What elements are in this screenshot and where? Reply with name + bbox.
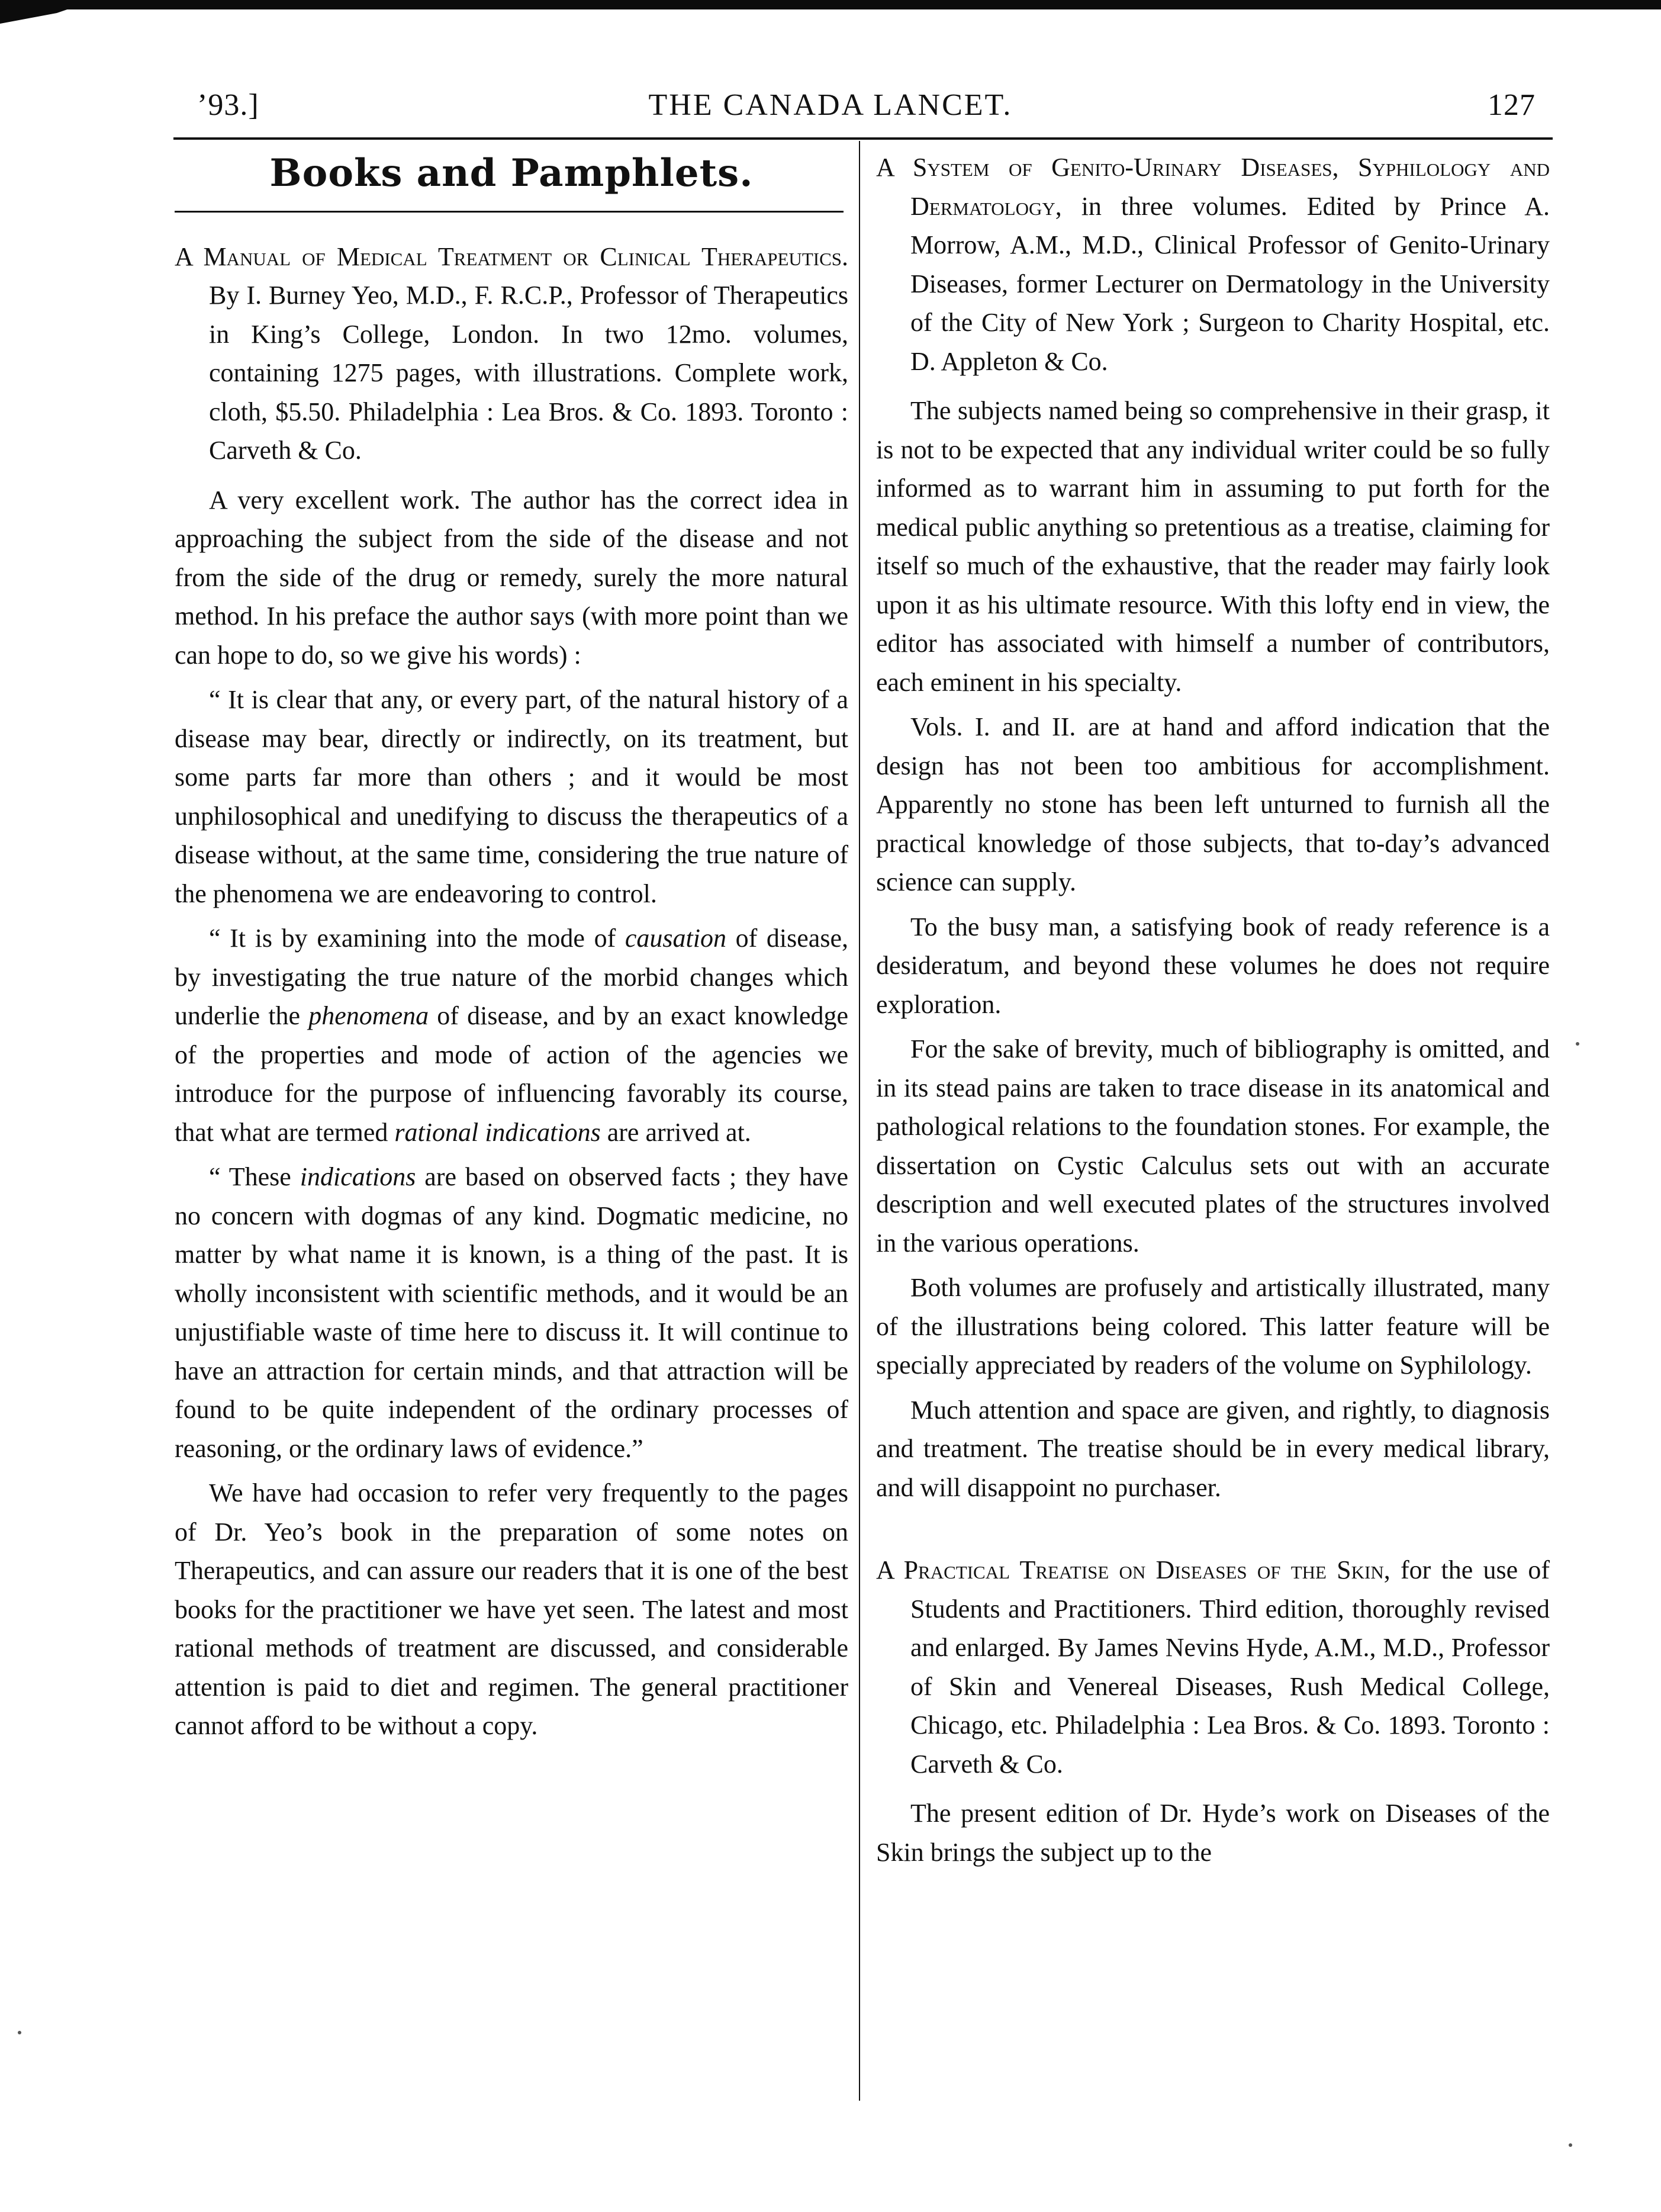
text-run: of disease, by investigating the true nature of the morbid changes which underlie the [175,924,848,1030]
quote-paragraph: “ It is clear that any, or every part, of the natural history of a disease may bear, directly or indirectly, on its treatment, but some parts far more than others ; and it would be most unphilosophical and unedifying to discuss the therapeutics of a disease without, at the same time, considering the true nature of the phenomena we are endeavoring to control. [175,685,848,908]
book-entry-heading [876,1551,1550,1783]
running-head-year: ’93.] [197,88,259,122]
text-run: are arrived at. [600,1117,751,1147]
page-number: 127 [1488,88,1536,122]
scan-top-border [0,0,1661,9]
entry-spacer [876,1513,1550,1551]
text-run: of disease, and by an exact knowledge of the properties and mode of action of the agencies we introduce for the purpose of influencing favorably its course, that what are termed [175,1001,849,1147]
review-paragraph: Both volumes are profusely and artistically illustrated, many of the illustrations being colored. This latter feature will be specially appreciated by readers of the volume on Syphilology. [876,1273,1550,1380]
italic-term: rational indications [394,1117,601,1147]
column-divider [859,141,860,2101]
scan-speck [18,2031,21,2034]
scan-corner-mark [0,0,95,24]
book-entry-heading [175,237,848,470]
quote-paragraph [175,919,848,1152]
book-entry-heading [876,148,1550,381]
text-run: “ It is by examining into the mode of [209,924,625,953]
review-paragraph: Vols. I. and II. are at hand and afford indication that the design has not been too ambitious for accomplishment. Apparently no stone has been left unturned to furnish all the practical knowledge of those subjects, that to-day’s advanced science can supply. [876,712,1550,896]
section-title: Books and Pamphlets. [269,151,754,195]
left-column [175,148,848,1751]
book-details: for the use of Students and Practitioners. Third edition, thoroughly revised and enlarged. By James Nevins Hyde, A.M., M.D., Professor of Skin and Venereal Diseases, Rush Medical College, Chicago, etc. Philadelphia : Lea Bros. & Co. 1893. Toronto : Carveth & Co. [910,1555,1550,1779]
review-paragraph: We have had occasion to refer very frequently to the pages of Dr. Yeo’s book in the preparation of some notes on Therapeutics, and can assure our readers that it is one of the best books for the practitioner we have yet seen. The latest and most rational methods of treatment are discussed, and considerable attention is paid to diet and regimen. The general practitioner cannot afford to be without a copy. [175,1478,848,1740]
book-title: A Manual of Medical Treatment or Clinical Therapeutics. [175,242,848,271]
book-details: in three volumes. Edited by Prince A. Morrow, A.M., M.D., Clinical Professor of Genito-Urinary Diseases, former Lecturer on Dermatology in the University of the City of New York ; Surgeon to Charity Hospital, etc. D. Appleton & Co. [910,191,1550,376]
quote-paragraph [175,1158,848,1468]
right-column [876,148,1550,1877]
italic-term: phenomena [308,1001,429,1030]
book-title: A System of Genito-Urinary Diseases, Syphilology and Dermatology, [876,153,1550,221]
running-head-title: THE CANADA LANCET. [648,88,1013,122]
review-paragraph: Much attention and space are given, and rightly, to diagnosis and treatment. The treatise should be in every medical library, and will disappoint no purchaser. [876,1395,1550,1502]
italic-term: causation [625,924,726,953]
review-paragraph: A very excellent work. The author has the correct idea in approaching the subject from the side of the disease and not from the side of the drug or remedy, surely the more natural method. In his preface the author says (with more point than we can hope to do, so we give his words) : [175,485,848,670]
header-rule [173,137,1553,140]
review-paragraph: The subjects named being so comprehensive in their grasp, it is not to be expected that any individual writer could be so fully informed as to warrant him in assuming to put forth for the medical public anything so pretentious as a treatise, claiming for itself so much of the exhaustive, that the reader may fairly look upon it as his ultimate resource. With this lofty end in view, the editor has associated with himself a number of contributors, each eminent in his specialty. [876,396,1550,697]
review-paragraph: The present edition of Dr. Hyde’s work on Diseases of the Skin brings the subject up to the [876,1799,1550,1867]
review-paragraph: To the busy man, a satisfying book of ready reference is a desideratum, and beyond these volumes he does not require exploration. [876,912,1550,1019]
text-run: “ These [209,1162,300,1191]
italic-term: indications [300,1162,416,1191]
book-title: A Practical Treatise on Diseases of the Skin, [876,1555,1390,1584]
text-run: are based on observed facts ; they have no concern with dogmas of any kind. Dogmatic medicine, no matter by what name it is known, is a thing of the past. It is wholly inconsistent with scientific methods, and it would be an unjustifiable waste of time here to discuss it. It will continue to have an attraction for certain minds, and that attraction will be found to be quite independent of the ordinary processes of reasoning, or the ordinary laws of evidence.” [175,1162,849,1463]
scan-speck [1576,1042,1579,1046]
book-details: By I. Burney Yeo, M.D., F. R.C.P., Professor of Therapeutics in King’s College, London. In two 12mo. volumes, containing 1275 pages, with illustrations. Complete work, cloth, $5.50. Philadelphia : Lea Bros. & Co. 1893. Toronto : Carveth & Co. [209,281,848,465]
section-title-rule [175,211,844,213]
review-paragraph: For the sake of brevity, much of bibliography is omitted, and in its stead pains are taken to trace disease in its anatomical and pathological relations to the foundation stones. For example, the dissertation on Cystic Calculus sets out with an accurate description and well executed plates of the structures involved in the various operations. [876,1034,1550,1258]
scan-speck [1569,2143,1572,2147]
